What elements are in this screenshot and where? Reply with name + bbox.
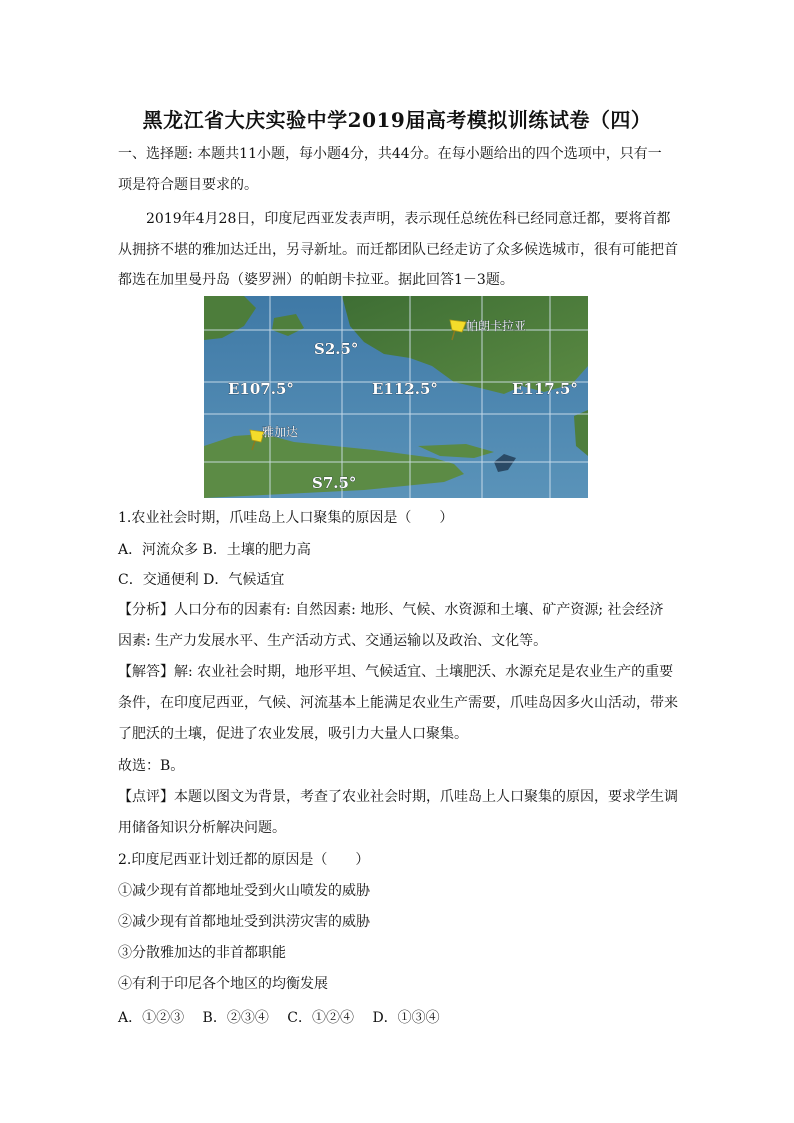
q2-options: A．①②③ B．②③④ C．①②④ D．①③④ [118, 1010, 440, 1026]
q1-choice: 故选：B。 [118, 758, 185, 774]
section-instruction-line1: 一、选择题: 本题共11小题，每小题4分，共44分。在每小题给出的四个选项中，只有一 [118, 146, 662, 162]
intro-line1: 2019年4月28日，印度尼西亚发表声明，表示现任总统佐科已经同意迁都，要将首都 [146, 211, 671, 227]
q2-item1: ①减少现有首都地址受到火山喷发的威胁 [118, 883, 370, 899]
q2-item2: ②减少现有首都地址受到洪涝灾害的威胁 [118, 914, 370, 930]
q2-item4: ④有利于印尼各个地区的均衡发展 [118, 976, 328, 992]
label-s7-5: S7.5° [312, 474, 357, 492]
map-figure [204, 296, 588, 498]
q1-analysis-line2: 因素: 生产力发展水平、生产活动方式、交通运输以及政治、文化等。 [118, 633, 548, 649]
label-e112-5: E112.5° [372, 380, 438, 398]
q1-answer-line1: 【解答】解: 农业社会时期，地形平坦、气候适宜、土壤肥沃、水源充足是农业生产的重要 [118, 664, 674, 680]
label-palangkaraya: 帕朗卡拉亚 [466, 319, 527, 333]
label-e117-5: E117.5° [512, 380, 578, 398]
label-e107-5: E107.5° [228, 380, 294, 398]
label-jakarta: 雅加达 [262, 425, 299, 439]
intro-line2: 从拥挤不堪的雅加达迁出，另寻新址。而迁都团队已经走访了众多候选城市，很有可能把首 [118, 242, 678, 258]
satellite-map [204, 296, 588, 498]
q1-comment-line1: 【点评】本题以图文为背景，考查了农业社会时期，爪哇岛上人口聚集的原因，要求学生调 [118, 789, 678, 805]
q1-comment-line2: 用储备知识分析解决问题。 [118, 820, 286, 836]
label-s2-5: S2.5° [314, 340, 359, 358]
q1-analysis-line1: 【分析】人口分布的因素有: 自然因素: 地形、气候、水资源和土壤、矿产资源; 社会经济 [118, 602, 664, 618]
q1-stem: 1.农业社会时期，爪哇岛上人口聚集的原因是（ ） [118, 510, 454, 526]
q2-item3: ③分散雅加达的非首都职能 [118, 945, 286, 961]
intro-line3: 都选在加里曼丹岛（婆罗洲）的帕朗卡拉亚。据此回答1－3题。 [118, 272, 514, 288]
section-instruction-line2: 项是符合题目要求的。 [118, 177, 258, 193]
q1-options-ab: A．河流众多 B．土壤的肥力高 [118, 542, 311, 558]
q1-answer-line3: 了肥沃的土壤，促进了农业发展，吸引力大量人口聚集。 [118, 726, 468, 742]
page-title: 黑龙江省大庆实验中学2019届高考模拟训练试卷（四） [142, 108, 652, 132]
q1-options-cd: C．交通便利 D．气候适宜 [118, 572, 285, 588]
q1-answer-line2: 条件，在印度尼西亚，气候、河流基本上能满足农业生产需要，爪哇岛因多火山活动，带来 [118, 695, 678, 711]
q2-stem: 2.印度尼西亚计划迁都的原因是（ ） [118, 852, 370, 868]
